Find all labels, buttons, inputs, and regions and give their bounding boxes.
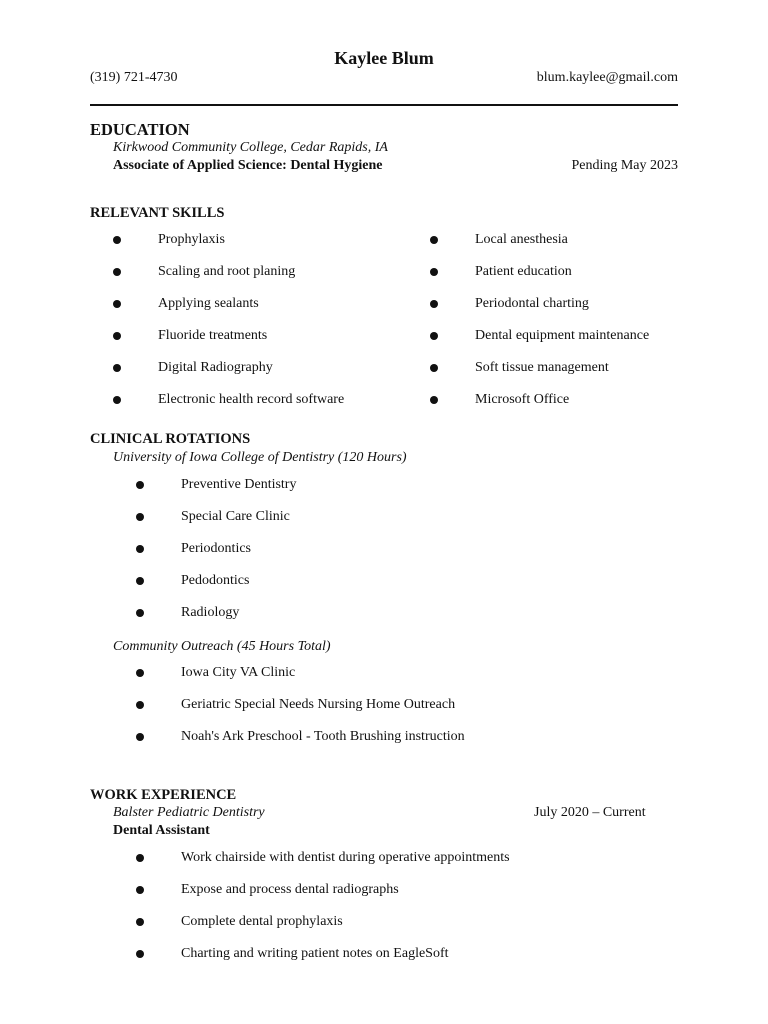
rotation-item [136, 477, 296, 509]
skill-item [430, 296, 649, 328]
duty-item [136, 914, 510, 946]
skill-item-text: Digital Radiography [158, 360, 273, 375]
bullet-icon [136, 669, 144, 677]
bullet-icon [430, 300, 438, 308]
skill-item-text: Periodontal charting [475, 296, 589, 311]
clinical-university: University of Iowa College of Dentistry (120 Hours) [113, 450, 407, 465]
education-date: Pending May 2023 [571, 158, 678, 173]
rotation-item [136, 509, 296, 541]
candidate-name: Kaylee Blum [334, 48, 434, 68]
skill-item [113, 232, 344, 264]
outreach-item-text: Iowa City VA Clinic [181, 665, 296, 680]
bullet-icon [430, 396, 438, 404]
work-duties-list [136, 850, 510, 978]
skill-item [113, 360, 344, 392]
bullet-icon [136, 481, 144, 489]
bullet-icon [430, 236, 438, 244]
bullet-icon [113, 396, 121, 404]
rotation-item [136, 605, 296, 637]
skill-item-text: Scaling and root planing [158, 264, 296, 279]
bullet-icon [136, 513, 144, 521]
duty-item [136, 946, 510, 978]
bullet-icon [136, 545, 144, 553]
bullet-icon [430, 332, 438, 340]
duty-item-text: Work chairside with dentist during operative appointments [181, 850, 510, 865]
outreach-item [136, 729, 465, 761]
skills-list-left [113, 232, 344, 424]
skill-item-text: Dental equipment maintenance [475, 328, 650, 343]
rotation-item-text: Periodontics [181, 541, 251, 556]
bullet-icon [113, 236, 121, 244]
duty-item-text: Charting and writing patient notes on EagleSoft [181, 946, 449, 961]
work-heading: WORK EXPERIENCE [90, 787, 237, 803]
bullet-icon [136, 918, 144, 926]
bullet-icon [113, 332, 121, 340]
outreach-item-text: Geriatric Special Needs Nursing Home Outreach [181, 697, 456, 712]
duty-item [136, 850, 510, 882]
bullet-icon [430, 364, 438, 372]
skill-item [430, 328, 649, 360]
bullet-icon [113, 268, 121, 276]
skills-heading: RELEVANT SKILLS [90, 205, 225, 221]
duty-item-text: Complete dental prophylaxis [181, 914, 343, 929]
bullet-icon [113, 300, 121, 308]
outreach-item-text: Noah's Ark Preschool - Tooth Brushing instruction [181, 729, 465, 744]
bullet-icon [136, 577, 144, 585]
duty-item-text: Expose and process dental radiographs [181, 882, 399, 897]
skill-item [113, 264, 344, 296]
bullet-icon [136, 886, 144, 894]
skill-item [113, 392, 344, 424]
skill-item-text: Applying sealants [158, 296, 259, 311]
rotation-item-text: Pedodontics [181, 573, 250, 588]
phone-number: (319) 721-4730 [90, 70, 178, 85]
bullet-icon [430, 268, 438, 276]
work-date: July 2020 – Current [534, 805, 646, 820]
skill-item [430, 232, 649, 264]
education-school: Kirkwood Community College, Cedar Rapids, IA [113, 140, 388, 155]
bullet-icon [113, 364, 121, 372]
bullet-icon [136, 733, 144, 741]
skill-item [113, 296, 344, 328]
work-role: Dental Assistant [113, 823, 210, 838]
bullet-icon [136, 701, 144, 709]
skill-item-text: Prophylaxis [158, 232, 225, 247]
education-heading: EDUCATION [90, 120, 190, 139]
skill-item [430, 392, 649, 424]
work-employer: Balster Pediatric Dentistry [113, 805, 265, 820]
skill-item-text: Electronic health record software [158, 392, 345, 407]
skill-item-text: Microsoft Office [475, 392, 570, 407]
bullet-icon [136, 609, 144, 617]
rotation-item-text: Radiology [181, 605, 240, 620]
header-divider [90, 104, 678, 106]
clinical-university-list [136, 477, 296, 637]
clinical-outreach: Community Outreach (45 Hours Total) [113, 639, 331, 654]
rotation-item-text: Special Care Clinic [181, 509, 290, 524]
outreach-item [136, 665, 465, 697]
skill-item [430, 264, 649, 296]
education-degree: Associate of Applied Science: Dental Hygiene [113, 158, 383, 173]
skill-item-text: Fluoride treatments [158, 328, 268, 343]
bullet-icon [136, 950, 144, 958]
rotation-item [136, 573, 296, 605]
skill-item-text: Patient education [475, 264, 572, 279]
clinical-outreach-list [136, 665, 465, 761]
rotation-item-text: Preventive Dentistry [181, 477, 297, 492]
rotation-item [136, 541, 296, 573]
skill-item [113, 328, 344, 360]
clinical-heading: CLINICAL ROTATIONS [90, 431, 251, 447]
email-address: blum.kaylee@gmail.com [536, 70, 678, 85]
skills-list-right [430, 232, 649, 424]
duty-item [136, 882, 510, 914]
skill-item [430, 360, 649, 392]
bullet-icon [136, 854, 144, 862]
skill-item-text: Soft tissue management [475, 360, 609, 375]
skill-item-text: Local anesthesia [475, 232, 568, 247]
outreach-item [136, 697, 465, 729]
